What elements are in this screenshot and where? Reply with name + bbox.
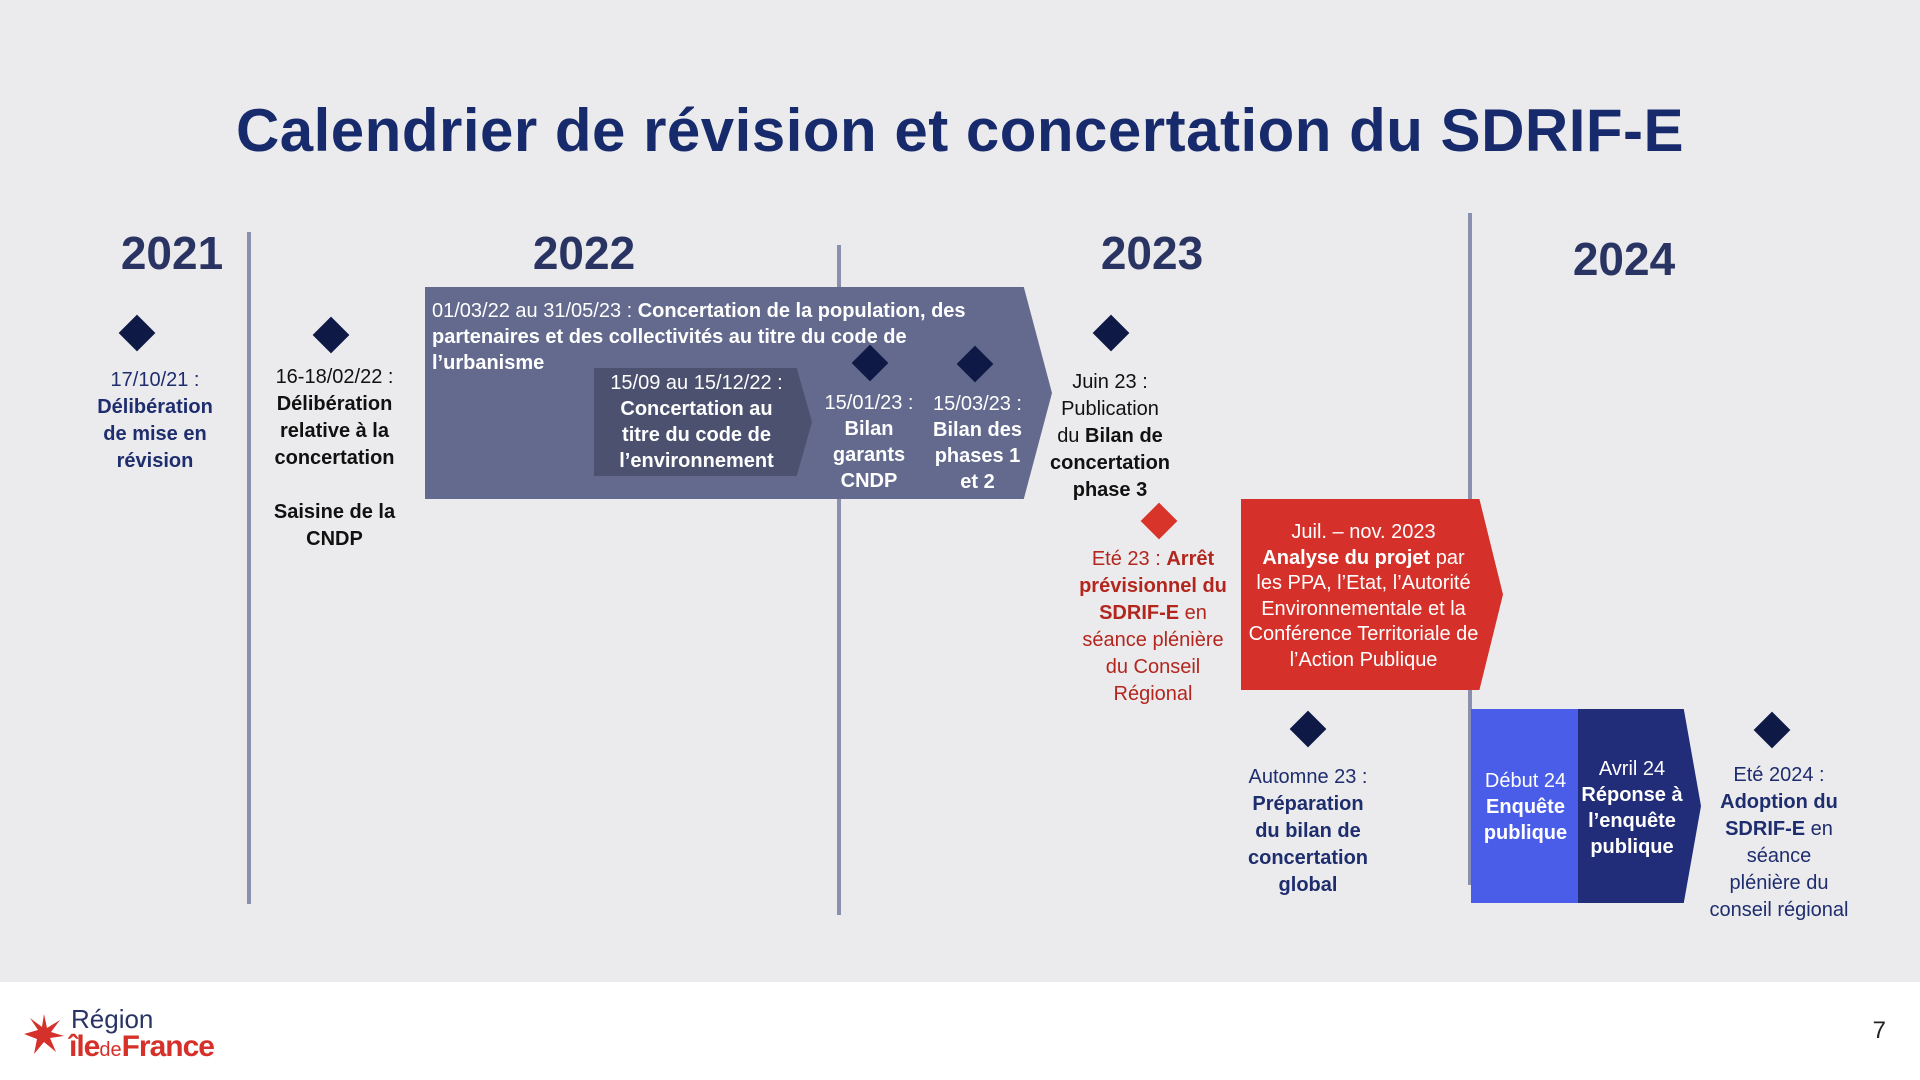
- event-date: Juin 23 :: [1072, 371, 1148, 393]
- event-label: Bilan des: [933, 419, 1022, 441]
- event-label: Délibération: [97, 396, 213, 418]
- event-label: conseil régional: [1709, 899, 1849, 921]
- event-label: Arrêt: [1166, 548, 1215, 570]
- event-label: global: [1278, 874, 1338, 896]
- event-label: Préparation: [1252, 793, 1364, 815]
- event-label: révision: [116, 450, 194, 472]
- year-2021: 2021: [120, 227, 224, 279]
- event-label: du Conseil: [1105, 656, 1201, 678]
- event-label: Conférence Territoriale de: [1248, 623, 1479, 645]
- event-date: Eté 2024 :: [1733, 764, 1825, 786]
- event-label: publique: [1483, 822, 1568, 844]
- event-preparation-bilan: [1228, 764, 1388, 899]
- event-date: 17/10/21 :: [110, 369, 200, 391]
- bilan-phases-text: [920, 391, 1035, 495]
- event-label: CNDP: [840, 470, 898, 492]
- analyse-projet-text: Juil. – nov. 2023 Analyse du projet par les PPA, l’Etat, l’Autorité Environnementale et la Conférence Territoriale de l’Action Publique: [1241, 520, 1486, 673]
- event-deliberation-revision: [70, 367, 240, 475]
- event-label: l’environnement: [619, 450, 774, 472]
- page-number: 7: [1872, 1017, 1886, 1044]
- milestone-diamond-icon: [1290, 711, 1327, 748]
- event-label: Adoption du: [1720, 791, 1838, 813]
- bilan-cndp-text: [812, 390, 926, 494]
- event-label: concertation: [1049, 452, 1171, 474]
- event-label: phase 3: [1072, 479, 1148, 501]
- milestone-diamond-icon: [313, 317, 350, 354]
- event-label: du bilan de: [1255, 820, 1361, 842]
- year-2022: 2022: [532, 227, 636, 279]
- concertation-population-text: [432, 298, 1042, 376]
- event-label: l’Action Publique: [1289, 648, 1438, 671]
- event-date: Début 24: [1484, 770, 1567, 792]
- event-label: Délibération: [276, 393, 393, 415]
- event-label: Analyse du projet: [1262, 546, 1431, 569]
- event-publication-bilan: Juin 23 : Publication du Bilan de concertation phase 3: [1030, 369, 1190, 504]
- year-2023: 2023: [1100, 227, 1204, 279]
- event-label: séance: [1746, 845, 1812, 867]
- year-2024: 2024: [1572, 233, 1676, 285]
- event-label: Environnementale et la: [1261, 597, 1466, 620]
- event-date: Juil. – nov. 2023: [1291, 521, 1436, 543]
- event-label: les PPA, l’Etat, l’Autorité: [1256, 572, 1471, 594]
- logo-iledefrance-text: îledeFrance: [69, 1030, 214, 1063]
- event-label: partenaires et des collectivités au titre du code de: [432, 326, 907, 348]
- event-label: phases 1: [934, 445, 1021, 467]
- event-label: CNDP: [306, 528, 363, 550]
- event-date: Automne 23 :: [1248, 766, 1368, 788]
- logo-region-text: Région: [71, 1004, 154, 1034]
- event-label: l’enquête: [1588, 810, 1676, 832]
- event-label: concertation: [274, 447, 395, 469]
- event-label: de mise en: [103, 423, 207, 445]
- event-date: Eté 23 :: [1091, 548, 1167, 570]
- event-label: l’urbanisme: [432, 352, 545, 374]
- event-label: et 2: [960, 471, 995, 493]
- footer-bar: [0, 982, 1920, 1080]
- event-adoption-sdrif: Eté 2024 : Adoption du SDRIF-E en séance plénière du conseil régional: [1690, 762, 1868, 924]
- event-label: Bilan: [844, 418, 894, 440]
- concertation-environnement-text: [594, 370, 799, 474]
- event-date: Avril 24: [1598, 758, 1666, 780]
- milestone-diamond-red-icon: [1141, 503, 1178, 540]
- event-label: publique: [1590, 836, 1674, 858]
- event-label: Publication: [1061, 398, 1159, 420]
- event-label: plénière du: [1729, 872, 1829, 894]
- event-date: 15/01/23 :: [824, 392, 914, 414]
- event-label: relative à la: [280, 420, 389, 442]
- event-date: 15/09 au 15/12/22 :: [610, 372, 783, 394]
- event-label: garants: [832, 444, 906, 466]
- year-separator-2021-2022: [247, 232, 251, 904]
- event-label: Saisine de la: [273, 501, 396, 523]
- event-deliberation-concertation: [252, 364, 417, 553]
- event-label: titre du code de: [622, 424, 771, 446]
- region-star-logo-icon: [22, 1012, 66, 1056]
- reponse-enquete-text: [1578, 756, 1686, 860]
- event-label: Enquête: [1486, 796, 1565, 818]
- event-date: 15/03/23 :: [933, 393, 1022, 415]
- event-date: 16-18/02/22 :: [275, 366, 394, 388]
- event-date: 01/03/22 au 31/05/23 :: [432, 300, 638, 322]
- enquete-publique-text: [1471, 768, 1580, 846]
- milestone-diamond-icon: [1754, 712, 1791, 749]
- event-label: concertation: [1247, 847, 1369, 869]
- slide-title: Calendrier de révision et concertation du SDRIF-E: [235, 97, 1685, 164]
- milestone-diamond-icon: [1093, 315, 1130, 352]
- event-label: Régional: [1113, 683, 1193, 705]
- event-label: SDRIF-E: [1725, 818, 1806, 840]
- event-label: Réponse à: [1581, 784, 1683, 806]
- event-label: SDRIF-E: [1099, 602, 1180, 624]
- event-label: Concertation au: [620, 398, 773, 420]
- event-label: prévisionnel du: [1079, 575, 1227, 597]
- event-label: séance plénière: [1082, 629, 1224, 651]
- milestone-diamond-icon: [119, 315, 156, 352]
- event-label: Concertation de la population, des: [637, 300, 966, 322]
- event-arret-previsionnel: Eté 23 : Arrêt prévisionnel du SDRIF-E en séance plénière du Conseil Régional: [1064, 546, 1242, 708]
- event-label: Bilan de: [1085, 425, 1163, 447]
